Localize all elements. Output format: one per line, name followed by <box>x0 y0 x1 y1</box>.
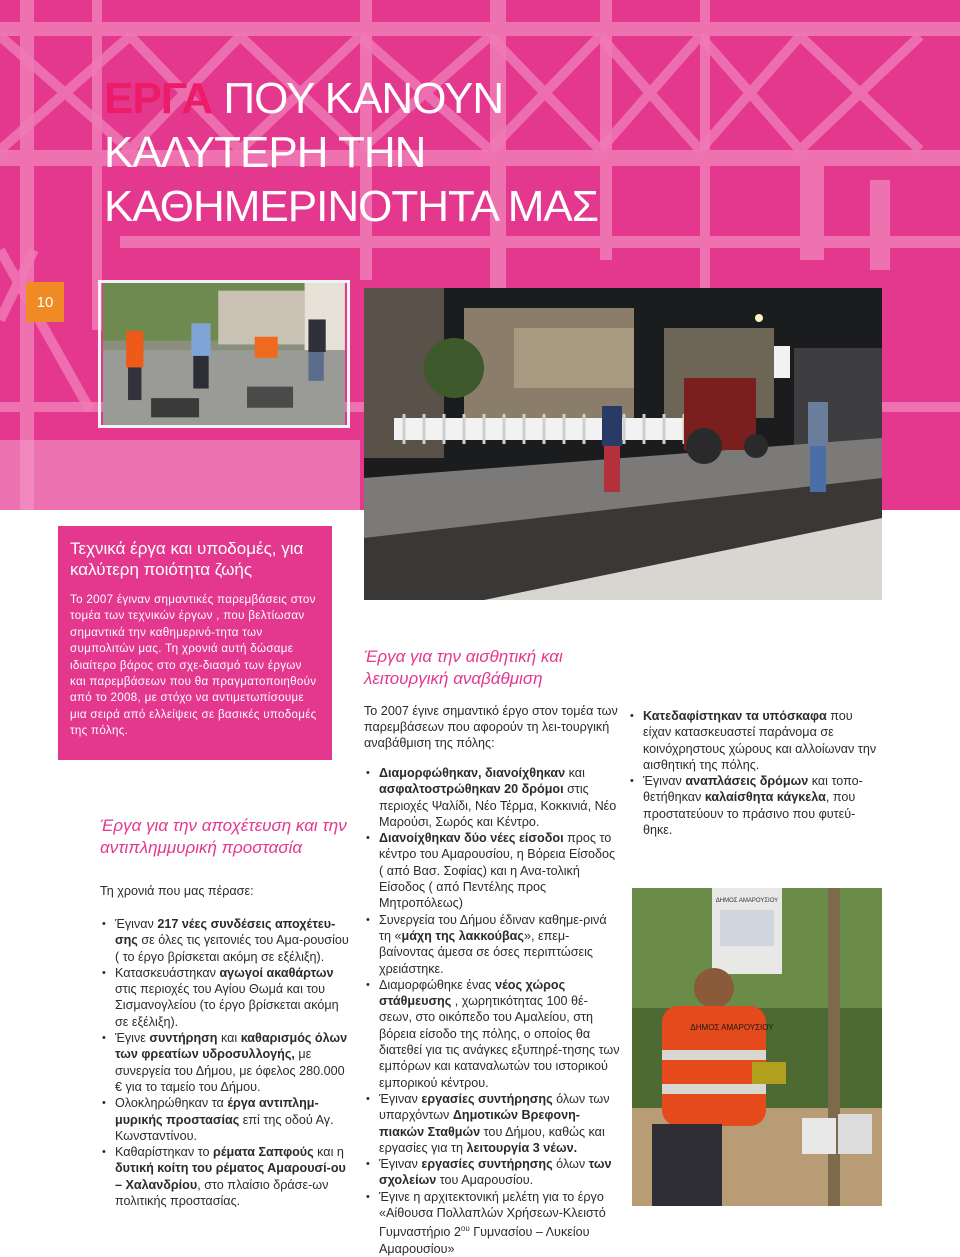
text: όλων <box>552 1157 589 1172</box>
text: με συνεργεία του Δήμου, με όφελος 280.000 € για το ταμείο του Δήμου. <box>115 1047 345 1094</box>
text: Έγιναν <box>379 1091 422 1106</box>
bold-text: ασφαλτοστρώθηκαν 20 δρόμοι <box>379 782 564 797</box>
title-line-3: ΚΑΘΗΜΕΡΙΝΟΤΗΤΑ ΜΑΣ <box>104 182 598 231</box>
list-item <box>364 1189 620 1257</box>
text: Συνεργεία του Δήμου έδιναν καθημε-ρινά τη « <box>379 912 607 943</box>
text: και τοπο-θετήθηκαν <box>643 774 863 805</box>
vest-text: ΔΗΜΟΣ ΑΜΑΡΟΥΣΙΟΥ <box>690 1023 774 1032</box>
list-item <box>100 1095 350 1144</box>
list-item <box>364 830 620 911</box>
list-item <box>100 1030 350 1095</box>
bold-text: καλαίσθητα κάγκελα <box>704 790 826 805</box>
aesthetic-intro: Το 2007 έγινε σημαντικό έργο στον τομέα των παρεμβάσεων που αφορούν τη λει-τουργική αναβάθμιση της πόλης: <box>364 704 618 750</box>
list-item <box>364 765 620 830</box>
text: στις περιοχές Ψαλίδι, Νέο Τέρμα, Κοκκινιά, Νέο Μαρούσι, Σωρός και Κέντρο. <box>379 782 617 829</box>
text: Καθαρίστηκαν το <box>115 1145 214 1160</box>
text: Διαμορφώθηκε ένας <box>379 977 496 992</box>
drainage-intro: Τη χρονιά που μας πέρασε: <box>100 884 254 898</box>
aesthetic-heading: Έργα για την αισθητική και λειτουργική αναβάθμιση <box>364 647 563 688</box>
text: Έγινε η αρχιτεκτονική μελέτη για το έργο «Αίθουσα Πολλαπλών Χρήσεων-Κλειστό Γυμναστήριο 2 <box>379 1189 606 1240</box>
text: Έγιναν <box>379 1157 422 1172</box>
text: ου <box>460 1224 470 1234</box>
bold-text: ρέματα Σαπφούς <box>213 1145 314 1160</box>
text: και η <box>313 1145 344 1160</box>
drainage-section <box>100 815 350 1209</box>
bold-text: λειτουργία 3 νέων. <box>466 1140 578 1155</box>
bold-text: εργασίες συντήρησης <box>421 1157 553 1172</box>
bold-text: Διαμορφώθηκαν, διανοίχθηκαν <box>379 766 566 780</box>
page-title <box>104 72 598 234</box>
text: , χωρητικότητας 100 θέ-σεων, στο οικόπεδο του Αμαλείου, στη βόρεια είσοδο της πόλης, ο οποίος θα διατεθεί για τις ανάγκες εξυπηρέ-τησης των εμπόρων και καταναλωτών του ιστορικού εμπορικού κέντρου. <box>379 994 620 1090</box>
text: του Δήμου, καθώς και εργασίες για τη <box>379 1124 605 1155</box>
bold-text: εργασίες συντήρησης <box>421 1091 553 1106</box>
text: Έγιναν <box>643 774 686 789</box>
text: Έγιναν <box>115 917 158 931</box>
title-line-2: ΚΑΛΥΤΕΡΗ ΤΗΝ <box>104 128 426 177</box>
bold-text: των σχολείων <box>379 1157 612 1188</box>
text: , που προστατεύουν το πράσινο που φυτεύ-θηκε. <box>643 790 856 838</box>
text: και <box>565 766 585 780</box>
municipal-worker-photo <box>632 888 882 1206</box>
list-item <box>364 912 620 977</box>
text: Γυμνασίου – Λυκείου Αμαρουσίου» <box>379 1225 590 1256</box>
aesthetic-list-right <box>628 708 880 838</box>
text: στις περιοχές του Αγίου Θωμά και του Σισμανογλείου (το έργο βρίσκεται ακόμη σε εξέλιξη). <box>115 982 339 1029</box>
bold-text: 217 νέες συνδέσεις αποχέτευ-σης <box>115 917 336 948</box>
list-item <box>628 708 880 773</box>
intro-box <box>58 526 332 760</box>
text: όλων των υπαρχόντων <box>379 1091 610 1123</box>
bold-text: δυτική κοίτη του ρέματος Αμαρουσί-ου – Χαλανδρίου <box>115 1161 346 1192</box>
text: επί της οδού Αγ. Κωνσταντίνου. <box>115 1112 334 1143</box>
bold-text: μάχη της λακκούβας <box>401 928 524 943</box>
text: του Αμαρουσίου. <box>436 1173 534 1188</box>
bold-text: έργα αντιπλημ-μυρικής προστασίας <box>115 1096 319 1127</box>
night-paving-photo <box>364 288 882 600</box>
list-item <box>100 916 350 965</box>
list-item <box>628 773 880 838</box>
text: Κατασκευάστηκαν <box>115 965 220 980</box>
list-item <box>364 977 620 1091</box>
title-line-1: ΠΟΥ ΚΑΝΟΥΝ <box>212 74 504 123</box>
bold-text: αναπλάσεις δρόμων <box>685 774 809 789</box>
bold-text: νέος χώρος στάθμευσης <box>379 977 566 1009</box>
list-item <box>100 1144 350 1209</box>
text: και <box>217 1031 241 1046</box>
list-item <box>364 1091 620 1156</box>
drainage-heading: Έργα για την αποχέτευση και την αντιπλημμυρική προστασία <box>100 816 347 857</box>
bold-text: Διανοίχθηκαν δύο νέες είσοδοι <box>379 831 564 846</box>
bold-text: Δημοτικών Βρεφονη-πιακών Σταθμών <box>379 1108 580 1139</box>
text: Έγινε <box>115 1031 150 1046</box>
text: , στο πλαίσιο δράσε-ων πολιτικής προστασίας. <box>115 1177 329 1209</box>
text: που είχαν κατασκευαστεί παράνομα σε κοινόχρηστους χώρους και αλλοίωναν την αισθητική της πόλης. <box>643 709 877 772</box>
title-bold-word: ΕΡΓΑ <box>104 74 213 123</box>
aesthetic-list <box>364 765 620 1257</box>
bold-text: αγωγοί ακαθάρτων <box>219 965 334 980</box>
bold-text: καθαρισμός όλων των φρεατίων υδροσυλλογής, <box>115 1031 348 1062</box>
drainage-list <box>100 916 350 1209</box>
text: σε όλες τις γειτονιές του Αμα-ρουσίου ( το έργο βρίσκεται ακόμη σε εξέλιξη). <box>115 933 349 964</box>
aesthetic-section <box>364 646 620 1257</box>
bold-text: Κατεδαφίστηκαν τα υπόσκαφα <box>643 709 827 723</box>
aesthetic-section-cont <box>628 708 880 838</box>
page-number-badge: 10 <box>26 282 64 322</box>
text: Ολοκληρώθηκαν τα <box>115 1096 228 1111</box>
text: », επεμ-βαίνοντας άμεσα σε όσες περιπτώσεις χρειάστηκε. <box>379 928 593 976</box>
intro-heading: Τεχνικά έργα και υποδομές, για καλύτερη ποιότητα ζωής <box>70 539 304 579</box>
text: προς το κέντρο του Αμαρουσίου, η Βόρεια Είσοδος ( από Βασ. Σοφίας) και η Ανα-τολική Είσοδος ( από Πεντέλης προς Μητροπόλεως) <box>379 831 616 911</box>
list-item <box>100 965 350 1030</box>
intro-text: Το 2007 έγιναν σημαντικές παρεμβάσεις στον τομέα των τεχνικών έργων , που βελτίωσαν σημαντικά την καθημερινό-τητα των συμπολιτών μας. Τη χρονιά αυτή δώσαμε ιδιαίτερο βάρος στο σχε-διασμό των έργων και παρεμβάσεων που θα πραγματοποιηθούν από το 2008, με στόχο να αντιμετωπίσουμε μια σειρά από ελλείψεις σε βασικές υποδομές της πόλης. <box>70 593 317 738</box>
sign-text: ΔΗΜΟΣ ΑΜΑΡΟΥΣΙΟΥ <box>715 898 779 904</box>
workers-drain-photo <box>98 280 350 428</box>
bold-text: συντήρηση <box>149 1031 218 1046</box>
list-item <box>364 1156 620 1189</box>
